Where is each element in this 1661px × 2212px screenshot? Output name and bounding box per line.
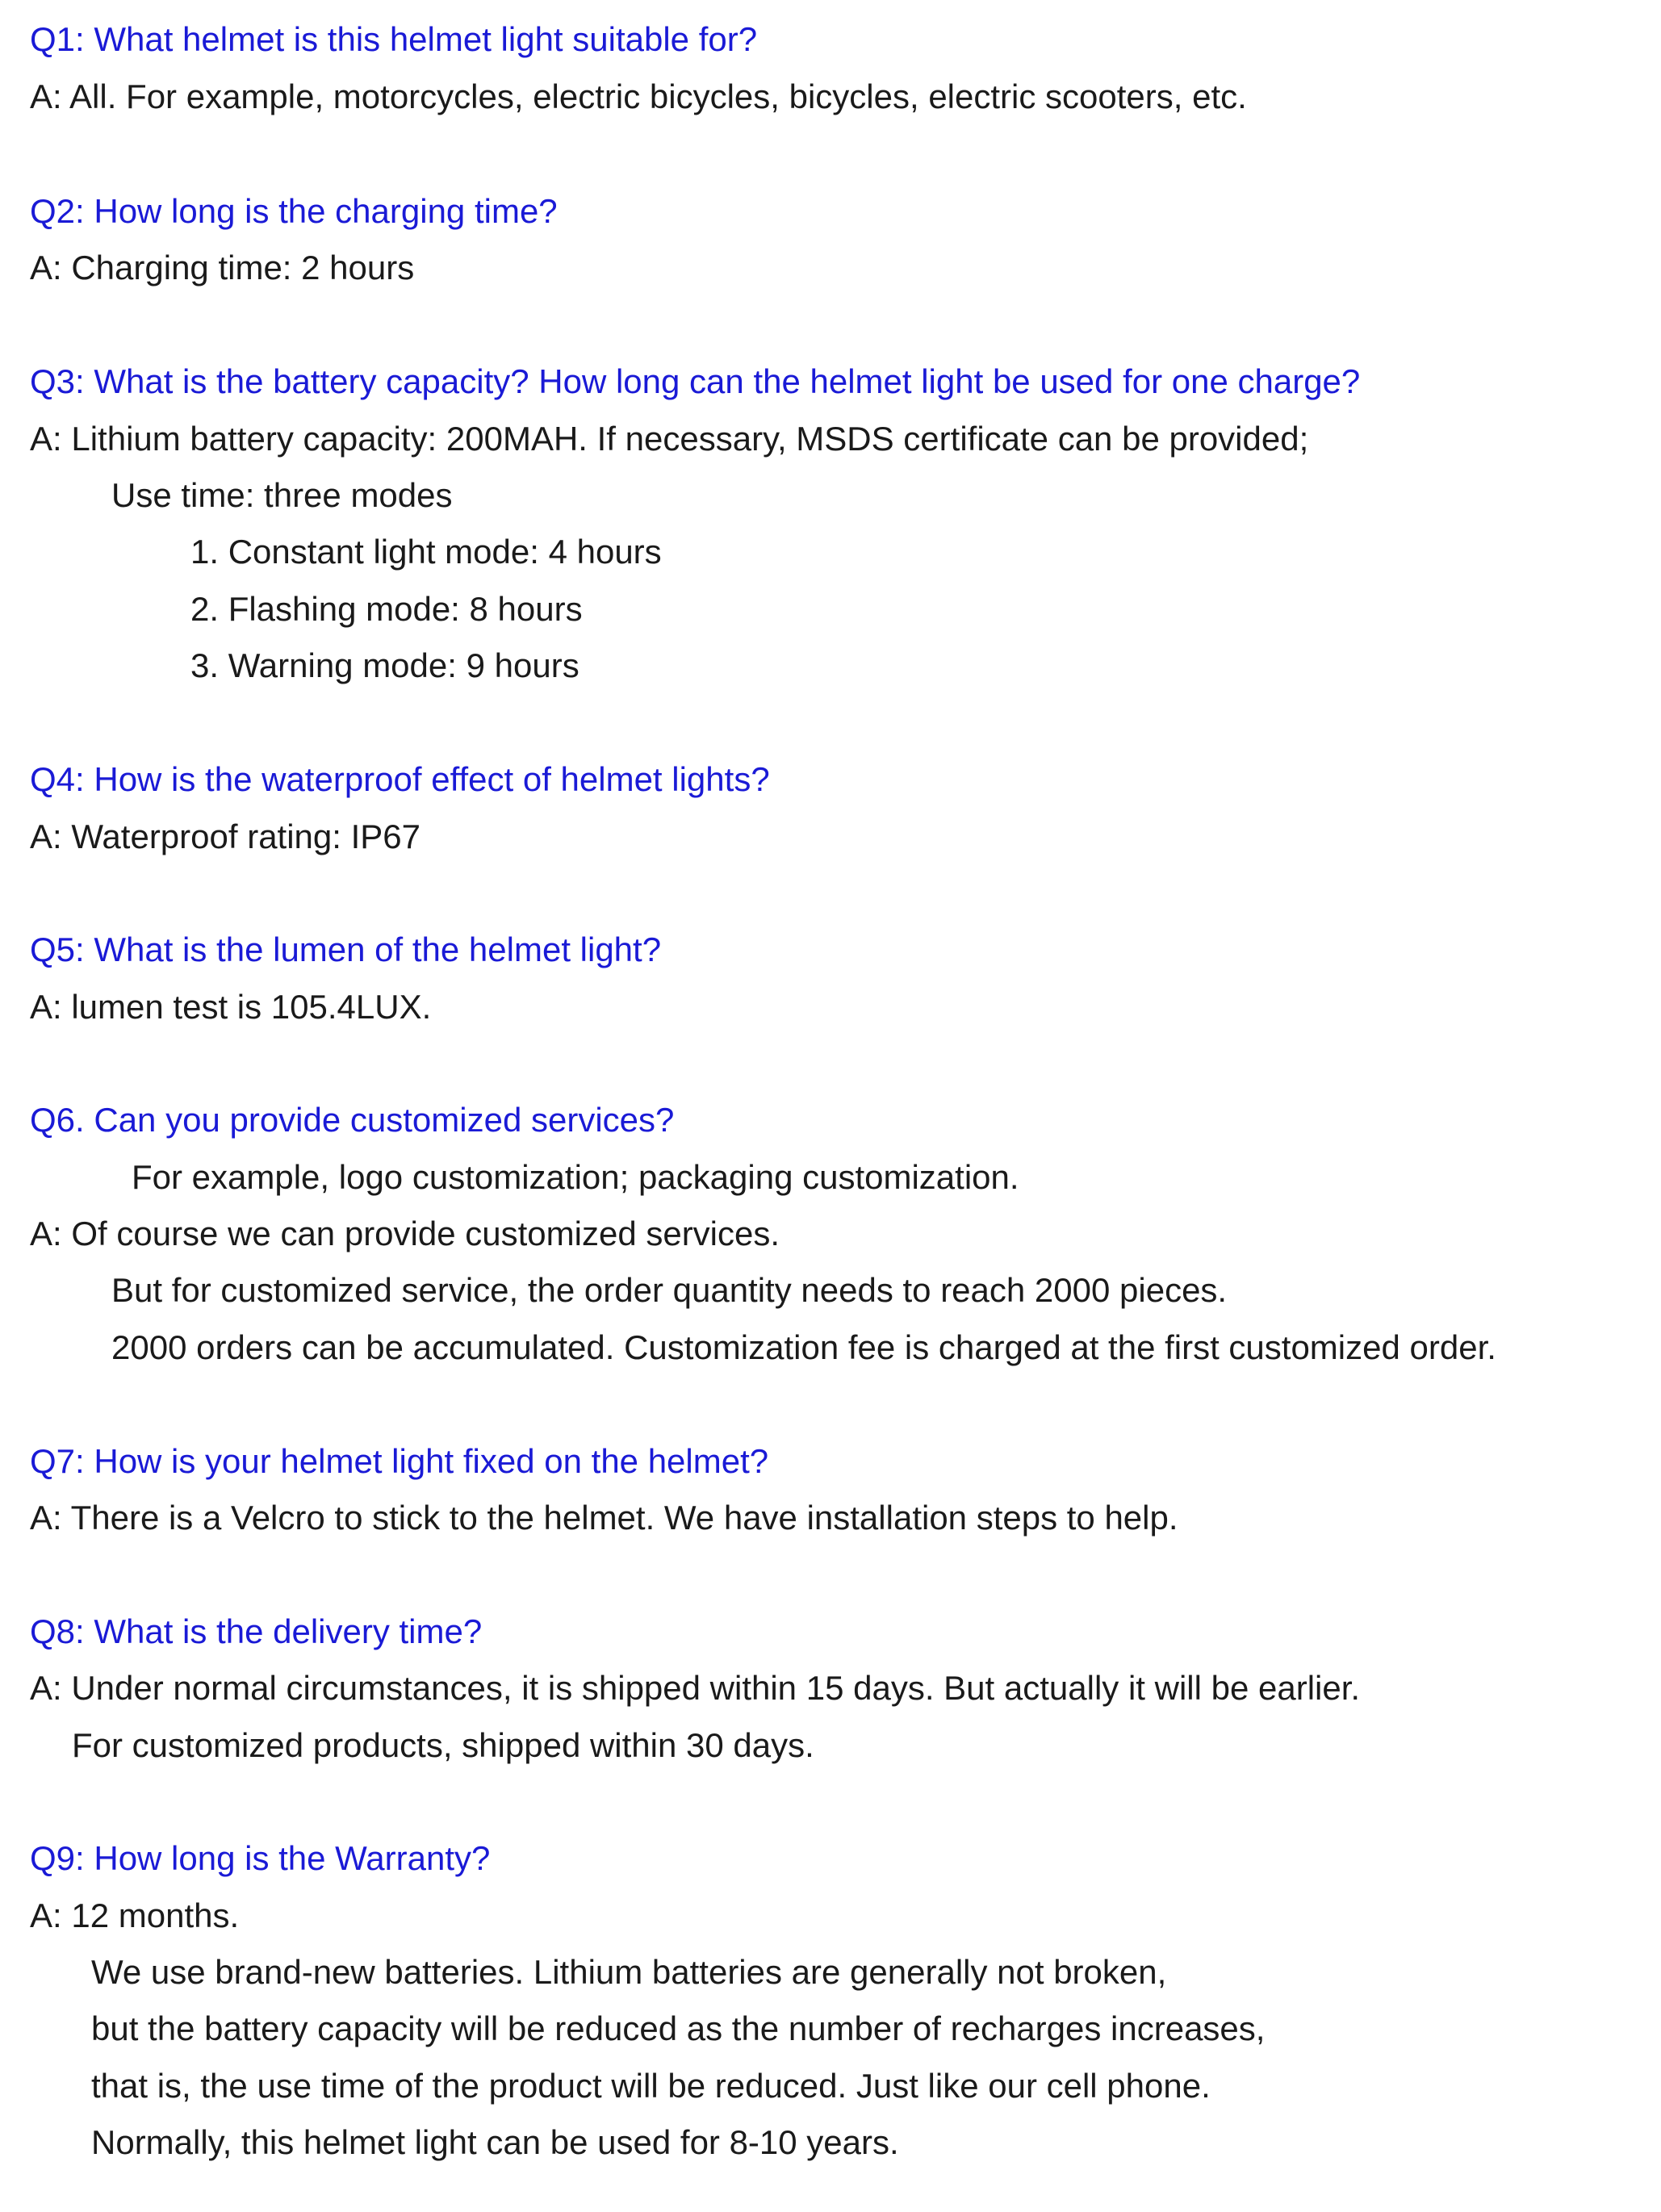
- faq-q4-answer-line: A: Waterproof rating: IP67: [30, 817, 421, 855]
- faq-q4-question: Q4: How is the waterproof effect of helmet lights?: [30, 760, 770, 798]
- faq-q6-question: Q6. Can you provide customized services?: [30, 1101, 675, 1139]
- faq-q6-answer-line: But for customized service, the order quantity needs to reach 2000 pieces.: [111, 1271, 1228, 1309]
- faq-q2-answer-line: A: Charging time: 2 hours: [30, 249, 415, 286]
- faq-q7-question: Q7: How is your helmet light fixed on the helmet?: [30, 1442, 769, 1480]
- faq-q2-question: Q2: How long is the charging time?: [30, 192, 558, 230]
- faq-q8-answer-line: For customized products, shipped within 30 days.: [72, 1726, 814, 1764]
- faq-q5-question: Q5: What is the lumen of the helmet light?: [30, 930, 662, 968]
- faq-q1-answer-line: A: All. For example, motorcycles, electric bicycles, bicycles, electric scooters, etc.: [30, 77, 1247, 115]
- faq-q8-question: Q8: What is the delivery time?: [30, 1612, 483, 1650]
- faq-q1-question: Q1: What helmet is this helmet light suitable for?: [30, 20, 758, 58]
- faq-q9-answer-line: that is, the use time of the product will be reduced. Just like our cell phone.: [91, 2067, 1211, 2105]
- faq-q3-answer-line: A: Lithium battery capacity: 200MAH. If necessary, MSDS certificate can be provided;: [30, 420, 1309, 458]
- faq-q6-answer-line: A: Of course we can provide customized services.: [30, 1215, 780, 1252]
- faq-q7-answer-line: A: There is a Velcro to stick to the helmet. We have installation steps to help.: [30, 1499, 1178, 1537]
- faq-q9-question: Q9: How long is the Warranty?: [30, 1839, 491, 1877]
- faq-q9-answer-line: We use brand-new batteries. Lithium batteries are generally not broken,: [91, 1953, 1167, 1991]
- faq-q6-answer-line: For example, logo customization; packaging customization.: [132, 1158, 1019, 1196]
- faq-q6-answer-line: 2000 orders can be accumulated. Customization fee is charged at the first customized order.: [111, 1328, 1496, 1366]
- faq-q3-answer-line: Use time: three modes: [111, 476, 453, 514]
- faq-q9-answer-line: A: 12 months.: [30, 1896, 240, 1934]
- faq-q5-answer-line: A: lumen test is 105.4LUX.: [30, 988, 432, 1026]
- faq-q3-answer-list-item: 1. Constant light mode: 4 hours: [190, 533, 662, 571]
- faq-q9-answer-line: but the battery capacity will be reduced as the number of recharges increases,: [91, 2009, 1266, 2047]
- faq-q8-answer-line: A: Under normal circumstances, it is shipped within 15 days. But actually it will be earlier.: [30, 1669, 1361, 1707]
- faq-q3-answer-list-item: 3. Warning mode: 9 hours: [190, 646, 579, 684]
- faq-q9-answer-line: Normally, this helmet light can be used for 8-10 years.: [91, 2123, 899, 2161]
- faq-q3-question: Q3: What is the battery capacity? How long can the helmet light be used for one charge?: [30, 362, 1361, 400]
- faq-q3-answer-list-item: 2. Flashing mode: 8 hours: [190, 590, 583, 628]
